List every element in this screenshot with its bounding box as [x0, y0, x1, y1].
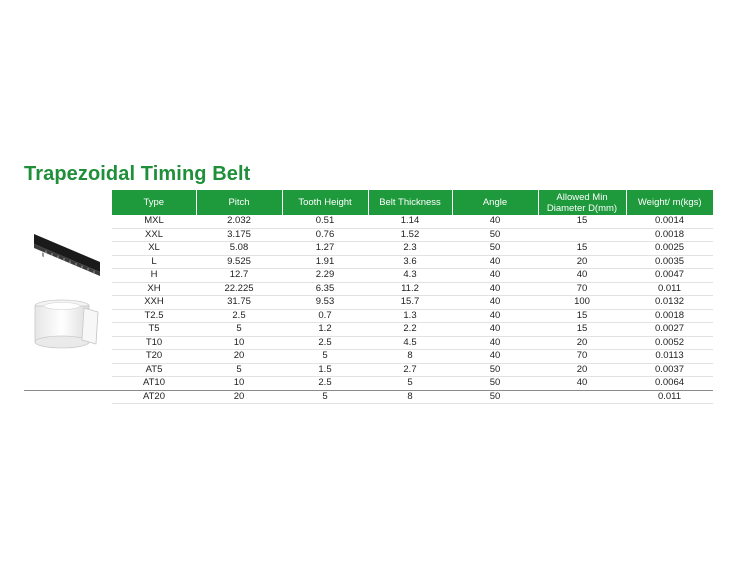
header-weight: Weight/ m(kgs): [626, 190, 713, 215]
white-timing-belt-roll-image: [34, 298, 100, 350]
cell-min-diameter: 40: [538, 377, 626, 391]
cell-type: AT10: [112, 377, 196, 391]
header-angle: Angle: [452, 190, 538, 215]
cell-angle: 40: [452, 269, 538, 283]
cell-pitch: 2.5: [196, 309, 282, 323]
cell-belt-thickness: 3.6: [368, 255, 452, 269]
cell-pitch: 20: [196, 390, 282, 404]
spec-table: [112, 190, 713, 404]
cell-type: AT20: [112, 390, 196, 404]
table-row: [112, 336, 713, 350]
cell-tooth-height: 5: [282, 390, 368, 404]
cell-tooth-height: 5: [282, 350, 368, 364]
cell-type: T2.5: [112, 309, 196, 323]
bottom-divider: [24, 390, 713, 391]
cell-tooth-height: 2.5: [282, 336, 368, 350]
cell-type: XL: [112, 242, 196, 256]
cell-tooth-height: 9.53: [282, 296, 368, 310]
cell-angle: 50: [452, 363, 538, 377]
cell-min-diameter: 70: [538, 350, 626, 364]
cell-weight: 0.0132: [626, 296, 713, 310]
cell-belt-thickness: 11.2: [368, 282, 452, 296]
cell-angle: 40: [452, 309, 538, 323]
cell-weight: 0.0025: [626, 242, 713, 256]
cell-min-diameter: 20: [538, 255, 626, 269]
cell-belt-thickness: 2.3: [368, 242, 452, 256]
black-timing-belt-image: [32, 232, 102, 278]
cell-tooth-height: 6.35: [282, 282, 368, 296]
cell-type: XXL: [112, 228, 196, 242]
cell-min-diameter: 20: [538, 336, 626, 350]
cell-angle: 40: [452, 255, 538, 269]
cell-belt-thickness: 1.52: [368, 228, 452, 242]
cell-angle: 40: [452, 350, 538, 364]
cell-angle: 40: [452, 336, 538, 350]
cell-weight: 0.0035: [626, 255, 713, 269]
cell-weight: 0.0037: [626, 363, 713, 377]
table-row: [112, 269, 713, 283]
cell-tooth-height: 0.51: [282, 215, 368, 228]
cell-belt-thickness: 4.5: [368, 336, 452, 350]
cell-type: T5: [112, 323, 196, 337]
table-row: [112, 228, 713, 242]
cell-min-diameter: [538, 228, 626, 242]
cell-tooth-height: 0.7: [282, 309, 368, 323]
cell-weight: 0.011: [626, 390, 713, 404]
cell-angle: 40: [452, 282, 538, 296]
cell-weight: 0.0047: [626, 269, 713, 283]
table-row: [112, 255, 713, 269]
cell-belt-thickness: 8: [368, 390, 452, 404]
cell-pitch: 10: [196, 377, 282, 391]
cell-weight: 0.0014: [626, 215, 713, 228]
cell-type: L: [112, 255, 196, 269]
table-row: [112, 215, 713, 228]
cell-min-diameter: 70: [538, 282, 626, 296]
header-type: Type: [112, 190, 196, 215]
cell-belt-thickness: 2.2: [368, 323, 452, 337]
cell-min-diameter: 15: [538, 242, 626, 256]
cell-weight: 0.0018: [626, 309, 713, 323]
cell-tooth-height: 1.91: [282, 255, 368, 269]
table-row: [112, 282, 713, 296]
table-row: [112, 390, 713, 404]
table-row: [112, 242, 713, 256]
cell-weight: 0.0018: [626, 228, 713, 242]
table-body: [112, 215, 713, 404]
table-header-row: [112, 190, 713, 215]
belt-images: [24, 216, 110, 386]
cell-pitch: 20: [196, 350, 282, 364]
table-row: [112, 296, 713, 310]
page-title: Trapezoidal Timing Belt: [24, 163, 251, 185]
cell-pitch: 9.525: [196, 255, 282, 269]
header-tooth-height: Tooth Height: [282, 190, 368, 215]
cell-tooth-height: 0.76: [282, 228, 368, 242]
table-row: [112, 363, 713, 377]
cell-min-diameter: 15: [538, 215, 626, 228]
cell-angle: 50: [452, 228, 538, 242]
cell-angle: 50: [452, 242, 538, 256]
cell-pitch: 2.032: [196, 215, 282, 228]
cell-type: AT5: [112, 363, 196, 377]
cell-belt-thickness: 8: [368, 350, 452, 364]
cell-min-diameter: 100: [538, 296, 626, 310]
cell-tooth-height: 2.5: [282, 377, 368, 391]
cell-type: MXL: [112, 215, 196, 228]
cell-weight: 0.011: [626, 282, 713, 296]
header-pitch: Pitch: [196, 190, 282, 215]
cell-angle: 40: [452, 296, 538, 310]
table-row: [112, 309, 713, 323]
cell-pitch: 5: [196, 323, 282, 337]
cell-weight: 0.0027: [626, 323, 713, 337]
cell-min-diameter: 15: [538, 309, 626, 323]
cell-pitch: 5: [196, 363, 282, 377]
header-belt-thickness: Belt Thickness: [368, 190, 452, 215]
cell-type: T20: [112, 350, 196, 364]
table-row: [112, 377, 713, 391]
cell-weight: 0.0064: [626, 377, 713, 391]
cell-min-diameter: [538, 390, 626, 404]
cell-weight: 0.0052: [626, 336, 713, 350]
cell-type: XXH: [112, 296, 196, 310]
cell-belt-thickness: 4.3: [368, 269, 452, 283]
cell-weight: 0.0113: [626, 350, 713, 364]
cell-angle: 40: [452, 323, 538, 337]
cell-pitch: 22.225: [196, 282, 282, 296]
cell-tooth-height: 1.27: [282, 242, 368, 256]
cell-belt-thickness: 1.3: [368, 309, 452, 323]
cell-belt-thickness: 15.7: [368, 296, 452, 310]
cell-tooth-height: 2.29: [282, 269, 368, 283]
cell-type: XH: [112, 282, 196, 296]
table-row: [112, 323, 713, 337]
cell-belt-thickness: 2.7: [368, 363, 452, 377]
cell-type: T10: [112, 336, 196, 350]
cell-pitch: 5.08: [196, 242, 282, 256]
cell-pitch: 3.175: [196, 228, 282, 242]
cell-type: H: [112, 269, 196, 283]
cell-min-diameter: 20: [538, 363, 626, 377]
cell-min-diameter: 40: [538, 269, 626, 283]
cell-angle: 40: [452, 215, 538, 228]
cell-belt-thickness: 5: [368, 377, 452, 391]
table-row: [112, 350, 713, 364]
cell-pitch: 31.75: [196, 296, 282, 310]
cell-min-diameter: 15: [538, 323, 626, 337]
cell-pitch: 10: [196, 336, 282, 350]
cell-tooth-height: 1.2: [282, 323, 368, 337]
cell-angle: 50: [452, 377, 538, 391]
cell-pitch: 12.7: [196, 269, 282, 283]
cell-belt-thickness: 1.14: [368, 215, 452, 228]
cell-angle: 50: [452, 390, 538, 404]
header-min-diameter: Allowed Min Diameter D(mm): [538, 190, 626, 215]
cell-tooth-height: 1.5: [282, 363, 368, 377]
